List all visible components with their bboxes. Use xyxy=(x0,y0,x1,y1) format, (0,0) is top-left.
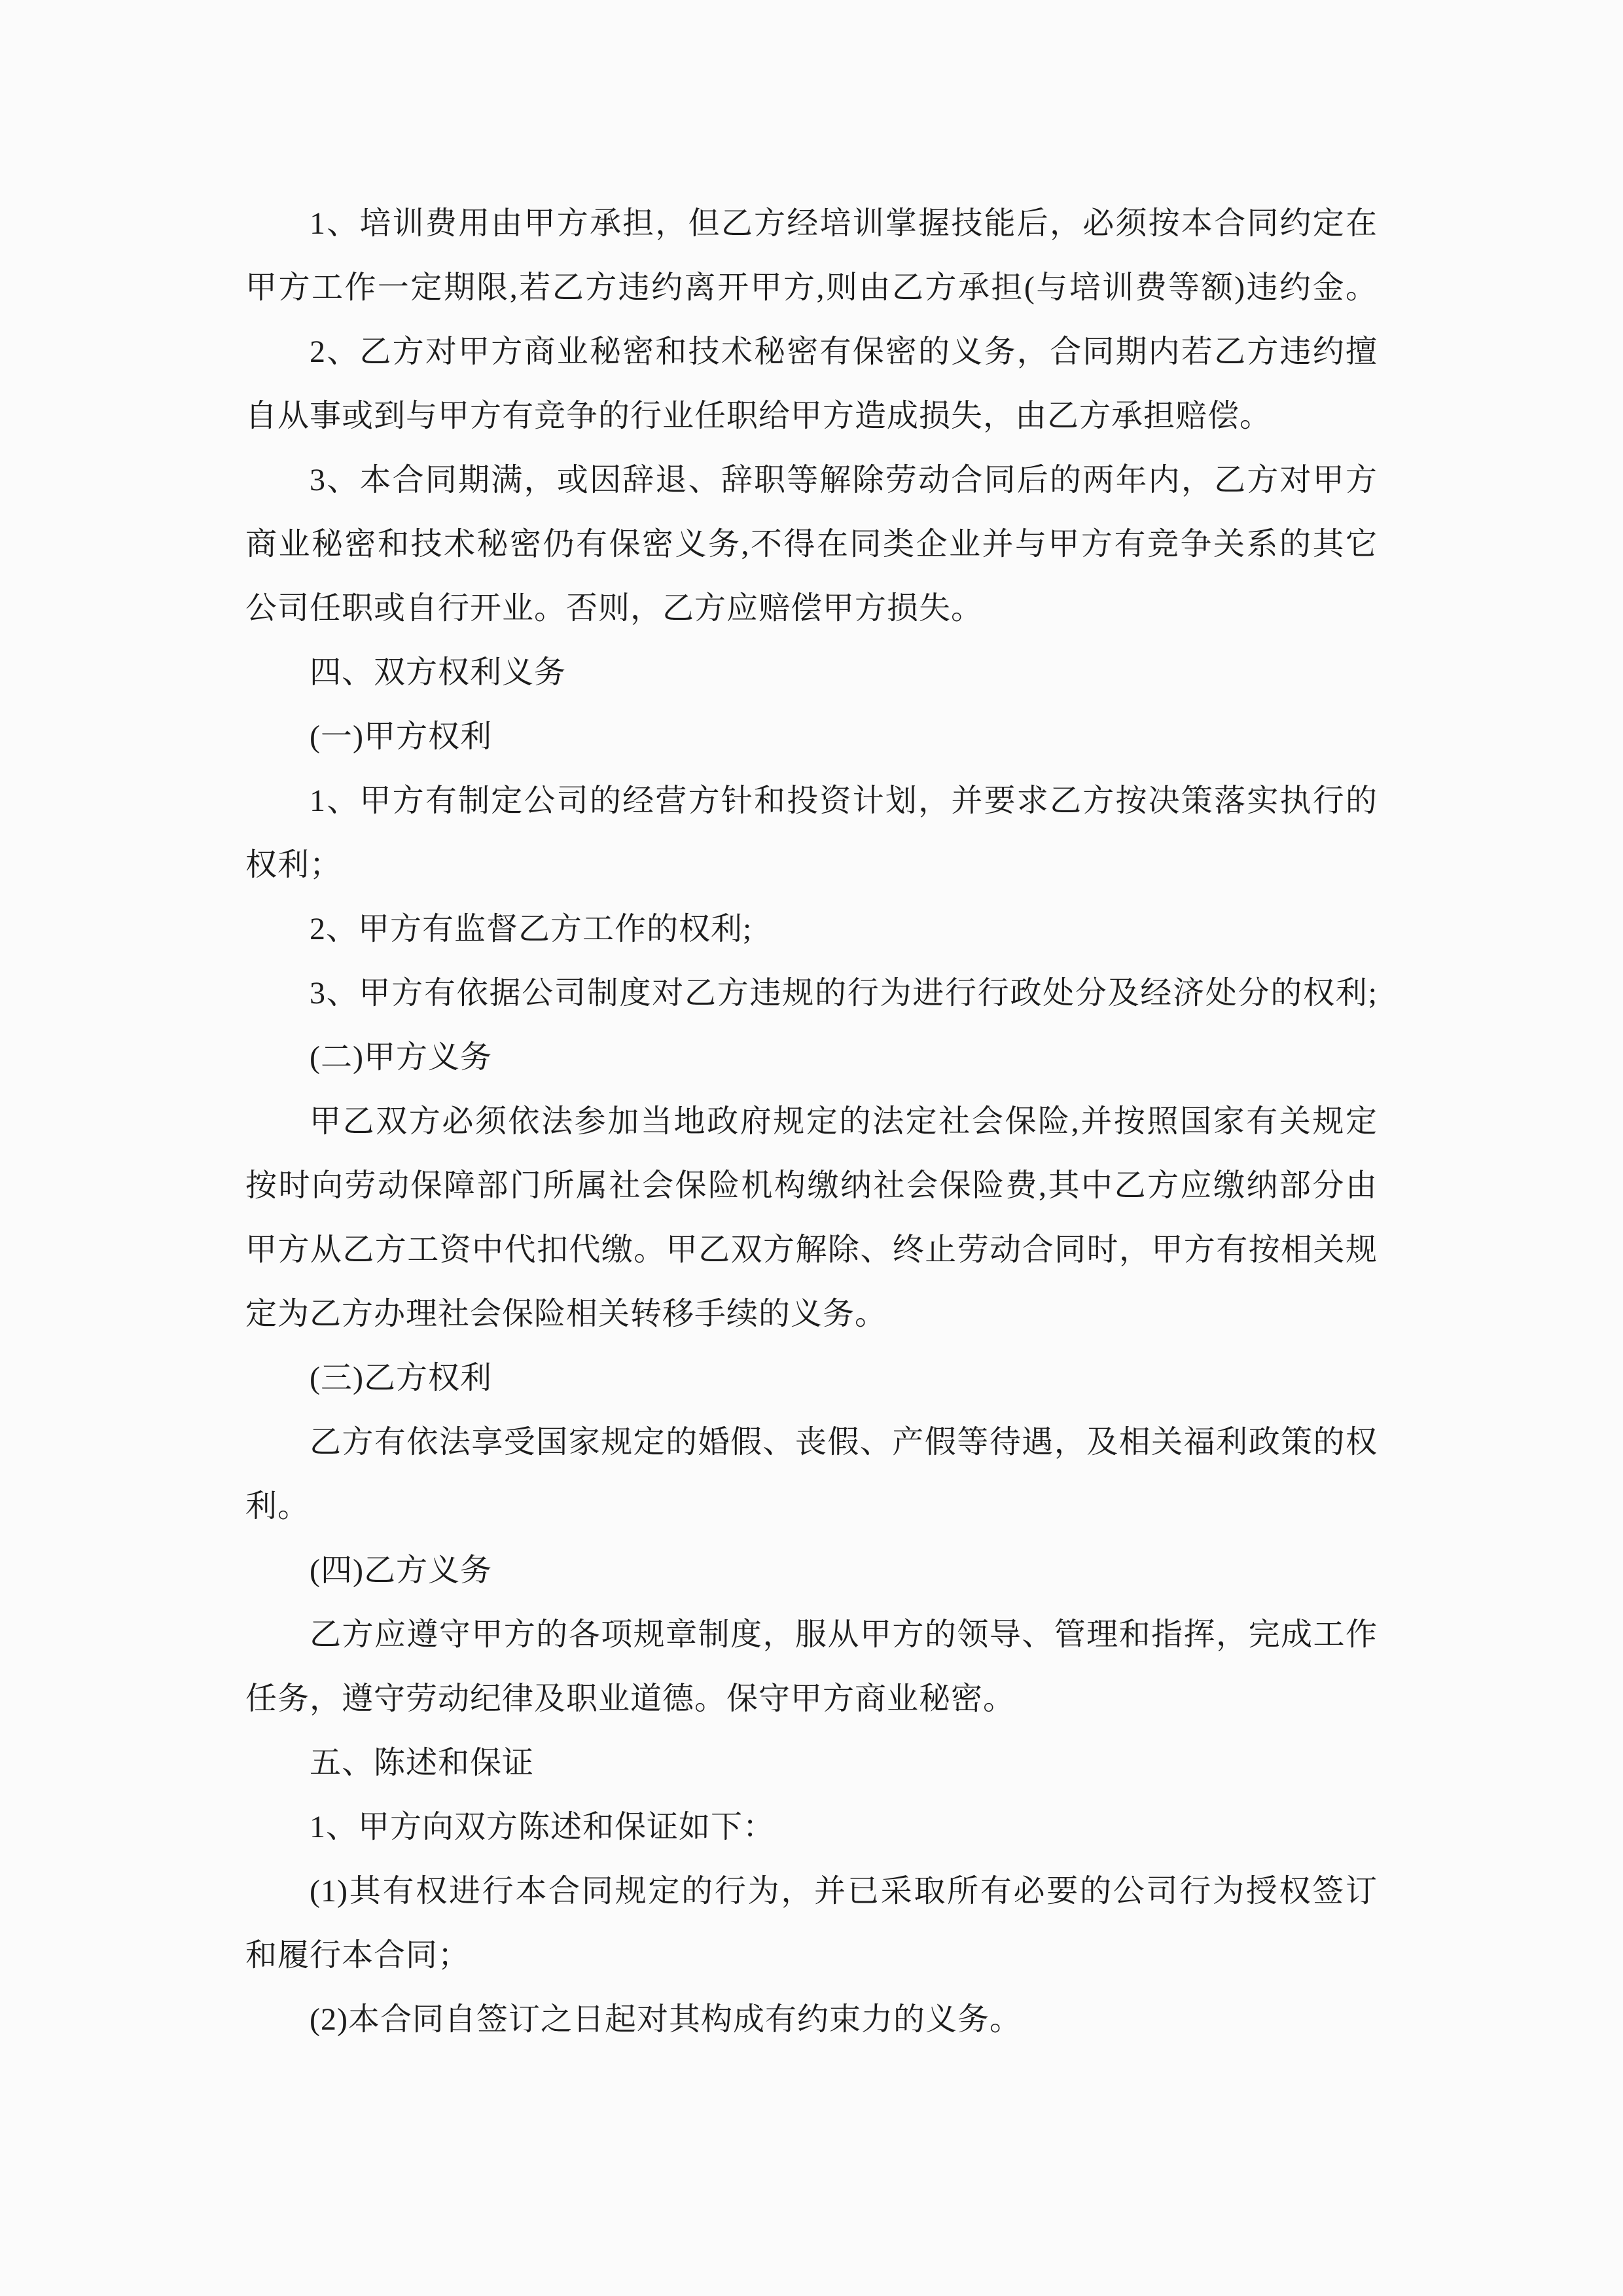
text-line: 按时向劳动保障部门所属社会保险机构缴纳社会保险费,其中乙方应缴纳部分由 xyxy=(245,1168,1378,1203)
text-line: 四、双方权利义务 xyxy=(310,655,567,690)
text-line: 利。 xyxy=(245,1489,310,1524)
text-line: 权利； xyxy=(245,848,342,882)
text-line: 自从事或到与甲方有竞争的行业任职给甲方造成损失，由乙方承担赔偿。 xyxy=(245,399,1272,433)
text-line: (四)乙方义务 xyxy=(310,1553,492,1588)
text-line: 商业秘密和技术秘密仍有保密义务,不得在同类企业并与甲方有竞争关系的其它 xyxy=(245,527,1378,562)
text-line: 2、乙方对甲方商业秘密和技术秘密有保密的义务，合同期内若乙方违约擅 xyxy=(310,334,1378,369)
text-line: (二)甲方义务 xyxy=(310,1040,492,1075)
text-line: 甲乙双方必须依法参加当地政府规定的法定社会保险,并按照国家有关规定 xyxy=(310,1104,1378,1139)
text-line: (1)其有权进行本合同规定的行为，并已采取所有必要的公司行为授权签订 xyxy=(310,1874,1378,1909)
text-line: 公司任职或自行开业。否则，乙方应赔偿甲方损失。 xyxy=(245,591,984,626)
text-line: 甲方从乙方工资中代扣代缴。甲乙双方解除、终止劳动合同时，甲方有按相关规 xyxy=(245,1232,1378,1267)
text-line: 和履行本合同； xyxy=(245,1938,471,1973)
text-line: (三)乙方权利 xyxy=(310,1361,492,1395)
text-line: 1、培训费用由甲方承担，但乙方经培训掌握技能后，必须按本合同约定在 xyxy=(310,206,1378,241)
text-line: (一)甲方权利 xyxy=(310,719,492,754)
text-line: 乙方有依法享受国家规定的婚假、丧假、产假等待遇，及相关福利政策的权 xyxy=(310,1425,1378,1460)
text-line: 乙方应遵守甲方的各项规章制度，服从甲方的领导、管理和指挥，完成工作 xyxy=(310,1617,1378,1652)
text-line: 3、本合同期满，或因辞退、辞职等解除劳动合同后的两年内，乙方对甲方 xyxy=(310,463,1378,497)
text-line: 定为乙方办理社会保险相关转移手续的义务。 xyxy=(245,1297,887,1331)
text-line: 五、陈述和保证 xyxy=(310,1746,535,1780)
text-line: 1、甲方向双方陈述和保证如下： xyxy=(310,1810,776,1844)
text-line: 3、甲方有依据公司制度对乙方违规的行为进行行政处分及经济处分的权利; xyxy=(310,976,1378,1011)
text-line: 任务，遵守劳动纪律及职业道德。保守甲方商业秘密。 xyxy=(245,1681,1016,1716)
text-line: 2、甲方有监督乙方工作的权利; xyxy=(310,912,753,946)
text-line: (2)本合同自签订之日起对其构成有约束力的义务。 xyxy=(310,2002,1022,2037)
document-text xyxy=(245,192,1378,2052)
text-line: 1、甲方有制定公司的经营方针和投资计划，并要求乙方按决策落实执行的 xyxy=(310,783,1378,818)
text-line: 甲方工作一定期限,若乙方违约离开甲方,则由乙方承担(与培训费等额)违约金。 xyxy=(245,270,1378,305)
